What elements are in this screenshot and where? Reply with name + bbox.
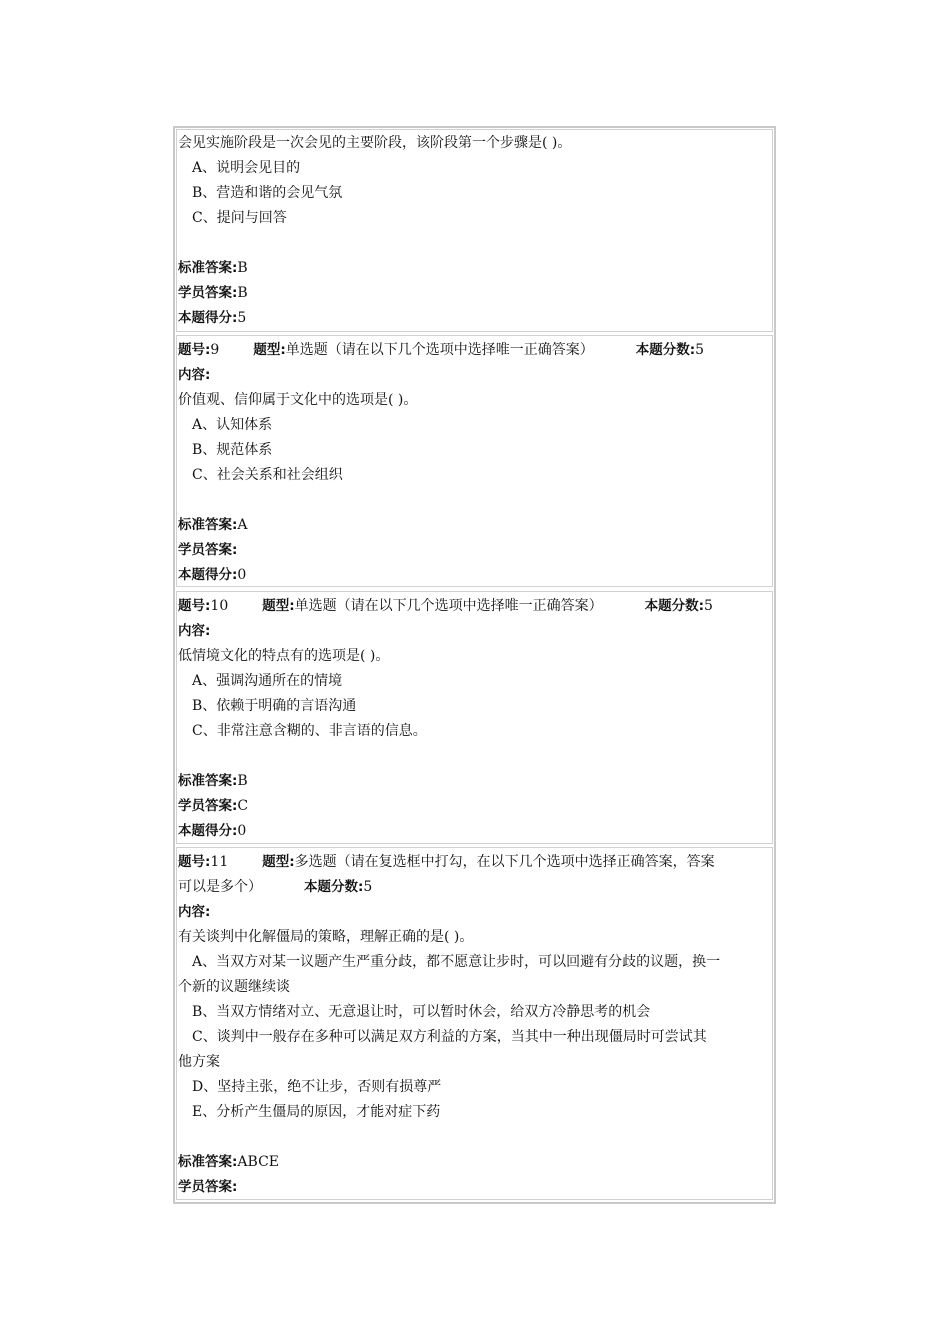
option-a-cont: 个新的议题继续谈 [178, 979, 290, 995]
question-stem: 会见实施阶段是一次会见的主要阶段，该阶段第一个步骤是( )。 [178, 135, 572, 151]
question-header: 题号:11 题型:多选题（请在复选框中打勾，在以下几个选项中选择正确答案，答案 [178, 854, 715, 870]
option-d: D、坚持主张，绝不让步，否则有损尊严 [192, 1079, 442, 1095]
content-label: 内容: [178, 904, 211, 920]
standard-answer: 标准答案:ABCE [178, 1154, 279, 1170]
option-a: A、当双方对某一议题产生严重分歧，都不愿意让步时，可以回避有分歧的议题，换一 [192, 954, 721, 970]
option-e: E、分析产生僵局的原因，才能对症下药 [192, 1104, 441, 1120]
option-a: A、认知体系 [192, 417, 273, 433]
standard-answer: 标准答案:B [178, 260, 248, 276]
score-received: 本题得分:5 [178, 310, 247, 326]
standard-answer: 标准答案:A [178, 517, 248, 533]
student-answer: 学员答案:C [178, 798, 249, 814]
student-answer: 学员答案: [178, 542, 238, 558]
option-b: B、依赖于明确的言语沟通 [192, 698, 357, 714]
question-stem: 低情境文化的特点有的选项是( )。 [178, 648, 390, 664]
question-header-cont: 可以是多个） 本题分数:5 [178, 879, 373, 895]
question-header: 题号:10 题型:单选题（请在以下几个选项中选择唯一正确答案） 本题分数:5 [178, 598, 713, 614]
option-b: B、规范体系 [192, 442, 273, 458]
content-label: 内容: [178, 623, 211, 639]
option-a: A、强调沟通所在的情境 [192, 673, 343, 689]
option-c: C、提问与回答 [192, 210, 287, 226]
option-c: C、社会关系和社会组织 [192, 467, 343, 483]
question-stem: 有关谈判中化解僵局的策略，理解正确的是( )。 [178, 929, 474, 945]
score-received: 本题得分:0 [178, 823, 247, 839]
option-c: C、谈判中一般存在多种可以满足双方利益的方案，当其中一种出现僵局时可尝试其 [192, 1029, 707, 1045]
question-header: 题号:9 题型:单选题（请在以下几个选项中选择唯一正确答案） 本题分数:5 [178, 342, 705, 358]
standard-answer: 标准答案:B [178, 773, 248, 789]
option-b: B、当双方情绪对立、无意退让时，可以暂时休会，给双方冷静思考的机会 [192, 1004, 651, 1020]
score-received: 本题得分:0 [178, 567, 247, 583]
option-c: C、非常注意含糊的、非言语的信息。 [192, 723, 427, 739]
question-stem: 价值观、信仰属于文化中的选项是( )。 [178, 392, 418, 408]
content-label: 内容: [178, 367, 211, 383]
option-b: B、营造和谐的会见气氛 [192, 185, 343, 201]
option-a: A、说明会见目的 [192, 160, 301, 176]
option-c-cont: 他方案 [178, 1054, 220, 1070]
student-answer: 学员答案: [178, 1179, 238, 1195]
student-answer: 学员答案:B [178, 285, 248, 301]
